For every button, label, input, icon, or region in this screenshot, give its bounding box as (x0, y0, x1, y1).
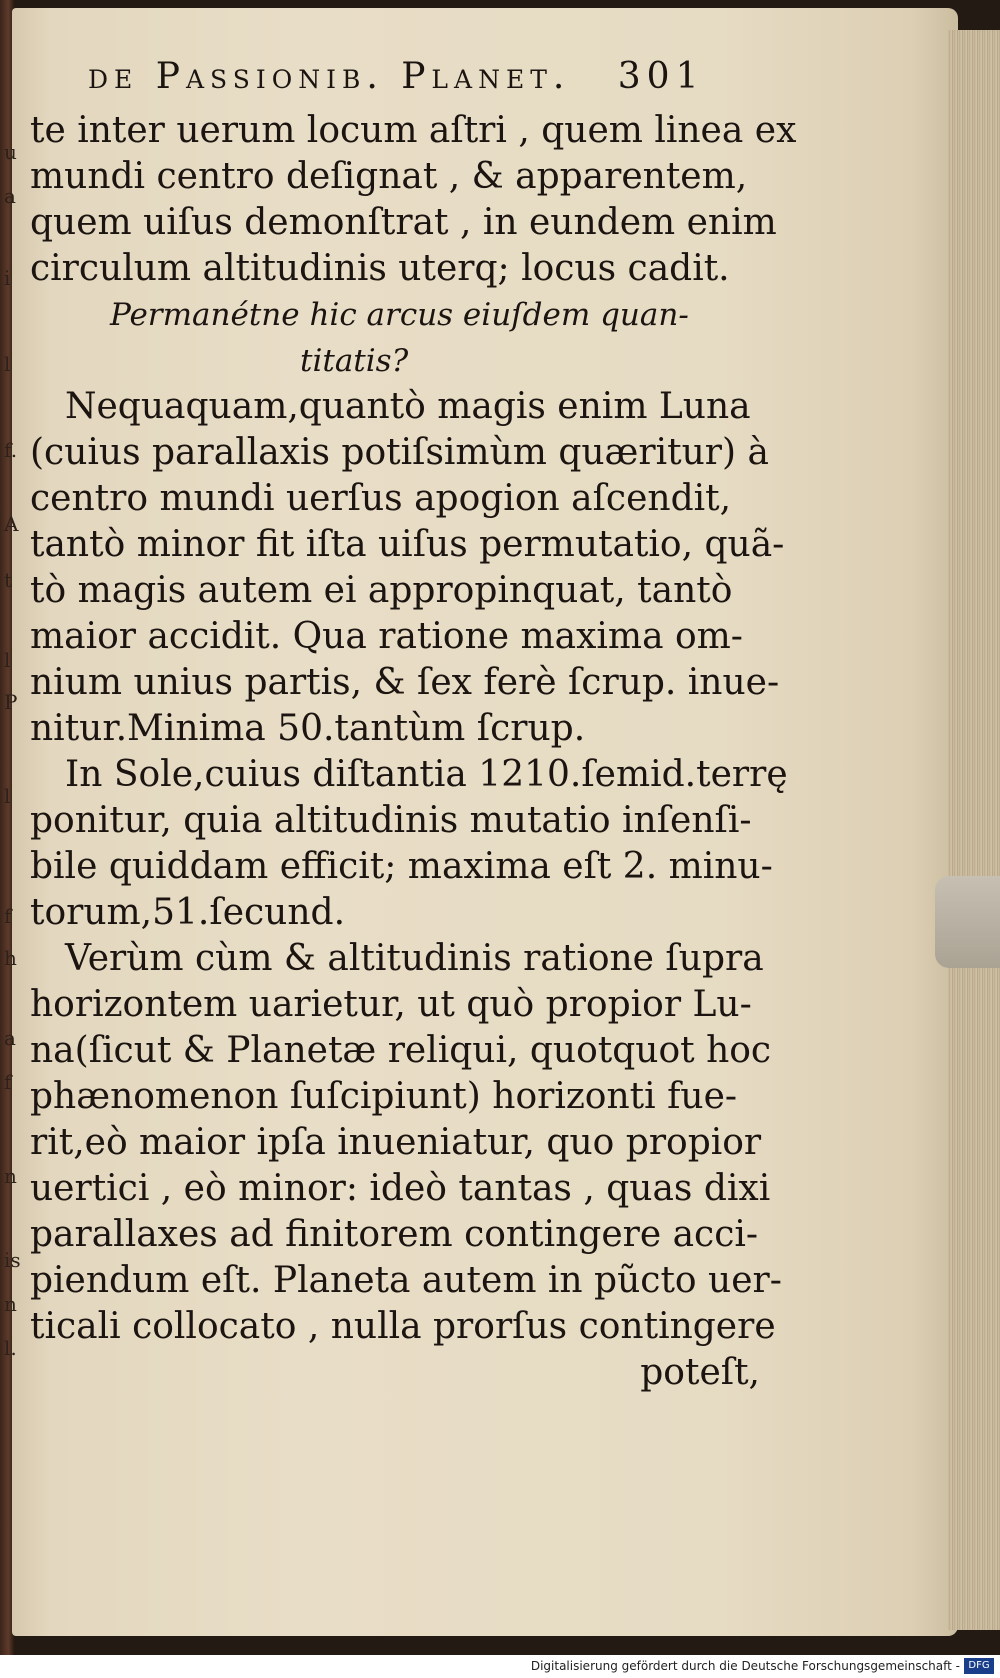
text-line: (cuius parallaxis potiſsimùm quæritur) à (30, 432, 769, 473)
text-line: centro mundi uerſus apogion aſcendit, (30, 478, 732, 519)
page-edges (948, 30, 1000, 1630)
catchword: poteſt, (640, 1352, 760, 1393)
text-line: nium unius partis, & ſex ferè ſcrup. inue- (30, 662, 780, 703)
page-text (30, 56, 797, 1396)
margin-fragment: f. (4, 438, 18, 462)
text-line: tantò minor fit iſta uiſus permutatio, quã- (30, 524, 785, 565)
text-line: ponitur, quia altitudinis mutatio inſenſi- (30, 800, 752, 841)
dfg-logo: DFG (964, 1658, 994, 1674)
text-line: piendum eſt. Planeta autem in pũcto uer- (30, 1260, 782, 1301)
question-line: titatis? (300, 343, 409, 379)
funding-notice: Digitalisierung gefördert durch die Deutsche Forschungsgemeinschaft - (530, 1659, 960, 1673)
left-margin-fragments (0, 120, 26, 1420)
margin-fragment: f (4, 1070, 12, 1094)
margin-fragment: h (4, 946, 17, 970)
text-line: torum,51.ſecund. (30, 892, 346, 933)
margin-fragment: A (4, 512, 19, 536)
text-line: quem uiſus demonſtrat , in eundem enim (30, 202, 777, 243)
margin-fragment: l (4, 648, 11, 672)
text-line: tò magis autem ei appropinquat, tantò (30, 570, 733, 611)
margin-fragment: a (4, 1026, 16, 1050)
text-line: rit,eò maior ipſa inueniatur, quo propior (30, 1122, 762, 1163)
text-line: nitur.Minima 50.tantùm ſcrup. (30, 708, 586, 749)
text-line: ticali collocato , nulla prorſus contingere (30, 1306, 776, 1347)
running-head-title: de Passionib. Planet. (88, 56, 571, 97)
margin-fragment: u (4, 140, 17, 164)
margin-fragment: l (4, 352, 11, 376)
text-line: te inter uerum locum aſtri , quem linea ex (30, 110, 797, 151)
text-line: mundi centro deſignat , & apparentem, (30, 156, 748, 197)
question-line: Permanétne hic arcus eiuſdem quan- (110, 297, 689, 333)
margin-fragment: n (4, 1292, 17, 1316)
text-line: uertici , eò minor: ideò tantas , quas dixi (30, 1168, 771, 1209)
margin-fragment: n (4, 1164, 17, 1188)
text-line: Verùm cùm & altitudinis ratione ſupra (65, 938, 764, 979)
text-line: parallaxes ad finitorem contingere acci- (30, 1214, 759, 1255)
text-line: Nequaquam,quantò magis enim Luna (65, 386, 751, 427)
text-line: phænomenon ſuſcipiunt) horizonti fue- (30, 1076, 738, 1117)
text-line: circulum altitudinis uterq; locus cadit. (30, 248, 730, 289)
page-marker-tab (935, 876, 1000, 968)
margin-fragment: l. (4, 1336, 17, 1360)
margin-fragment: P (4, 690, 18, 714)
page-number: 301 (617, 56, 705, 97)
margin-fragment: a (4, 184, 16, 208)
text-line: na(ſicut & Planetæ reliqui, quotquot hoc (30, 1030, 772, 1071)
margin-fragment: is (4, 1248, 21, 1272)
text-line: In Sole,cuius diſtantia 1210.ſemid.terrę (65, 754, 788, 795)
running-head (30, 56, 760, 108)
margin-fragment: i (4, 266, 11, 290)
digitization-footer (0, 1655, 1000, 1678)
text-line: horizontem uarietur, ut quò propior Lu- (30, 984, 752, 1025)
text-line: maior accidit. Qua ratione maxima om- (30, 616, 743, 657)
margin-fragment: f (4, 904, 12, 928)
margin-fragment: l (4, 784, 11, 808)
text-line: bile quiddam efficit; maxima eſt 2. minu- (30, 846, 773, 887)
margin-fragment: t (4, 568, 13, 592)
